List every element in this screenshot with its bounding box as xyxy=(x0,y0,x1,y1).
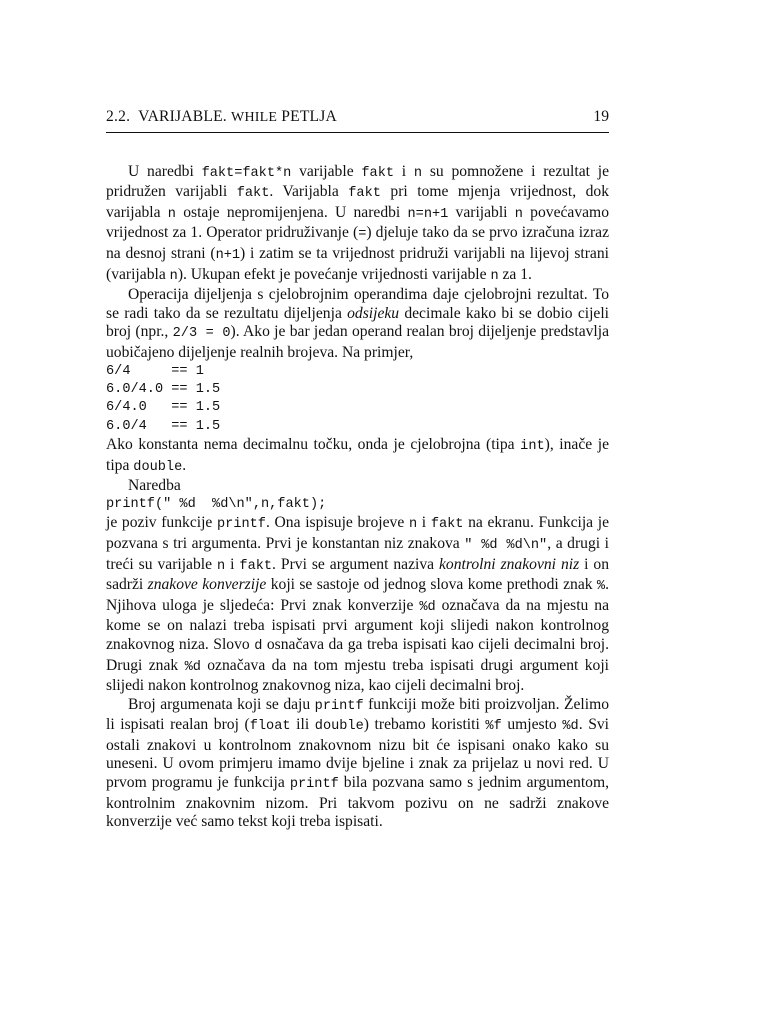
inline-code: = xyxy=(358,227,367,243)
paragraph-4 xyxy=(106,477,609,496)
text-run: , a drugi i treći su varijable xyxy=(106,534,610,573)
text-run: ) i zatim se ta vrijednost pridruži varijabli na lijevoj strani (varijabla xyxy=(106,244,609,283)
inline-code: n=n+1 xyxy=(407,206,449,222)
inline-code: %d xyxy=(419,599,436,615)
text-run: umjesto xyxy=(501,716,563,734)
text-run: pri tome mjenja vrijednost, dok varijabla xyxy=(106,183,609,221)
inline-code: double xyxy=(133,459,183,475)
inline-code: fakt xyxy=(430,517,464,533)
running-header xyxy=(106,108,609,133)
paragraph-2 xyxy=(106,286,609,362)
text-run: . Svi ostali znakovi u kontrolnom znakovnom nizu bit će ispisani onako kako su uneseni. U ovom primjeru imamo dvije bjeline i znak za prijelaz u novi red. U prvom programu je funkcija xyxy=(106,716,610,792)
text-run: ) djeluje tako da se prvo izračuna izraz na desnoj strani ( xyxy=(106,224,609,262)
text-run: . Prvi se argument naziva xyxy=(272,555,440,573)
text-run: označava da na mjestu na kome se on nalazi treba ispisati prvi argument koji slijedi nakon kontrolnog znakovnog niza. Slovo xyxy=(106,596,609,653)
inline-code: int xyxy=(520,439,545,455)
text-run: . Njihova uloga je sljedeća: Prvi znak konverzije xyxy=(106,576,609,614)
text-run: ostaje nepromijenjena. U naredbi xyxy=(175,203,408,221)
section-title-b: WHILE xyxy=(231,110,278,125)
text-run: . Varijabla xyxy=(269,183,349,201)
text-run: za 1. xyxy=(498,265,532,283)
inline-code: d xyxy=(254,638,263,654)
text-run: i xyxy=(225,555,240,573)
page-number: 19 xyxy=(593,108,609,125)
inline-code: fakt xyxy=(236,186,270,202)
inline-code: n xyxy=(490,268,499,284)
inline-code: fakt=fakt*n xyxy=(201,165,292,181)
inline-code: double xyxy=(314,719,364,735)
inline-code: 2/3 = 0 xyxy=(172,326,231,342)
inline-code: n xyxy=(408,517,418,533)
code-block-printf: printf(" %d %d\n",n,fakt); xyxy=(106,496,327,512)
text-run: . xyxy=(182,456,187,474)
page-body xyxy=(106,163,609,832)
inline-code: %d xyxy=(562,719,579,735)
text-run: na ekranu. Funkcija je pozvana s tri argumenta. Prvi je konstantan niz znakova xyxy=(106,514,610,552)
text-run: varijable xyxy=(291,162,362,180)
section-number: 2.2. xyxy=(106,108,131,125)
italic-term: odsijeku xyxy=(347,304,400,322)
text-run: i xyxy=(417,514,431,532)
text-run: Ako konstanta nema decimalnu točku, onda je cjelobrojna (tipa xyxy=(106,436,521,454)
text-run: Naredba xyxy=(128,477,181,495)
inline-code: float xyxy=(249,719,291,735)
text-run: ). Ukupan efekt je povećanje vrijednosti varijable xyxy=(177,265,491,283)
inline-code: %f xyxy=(485,719,502,735)
text-run: Operacija dijeljenja s cjelobrojnim operandima daje cjelobrojni rezultat. To se radi tako da se rezultatu dijeljenja xyxy=(106,286,609,322)
text-run: i on sadrži xyxy=(106,555,609,594)
paragraph-6 xyxy=(106,696,609,832)
inline-code: printf xyxy=(289,777,339,793)
inline-code: n xyxy=(169,268,178,284)
section-title-c: PETLJA xyxy=(281,108,338,125)
inline-code: % xyxy=(596,579,606,595)
paragraph-3 xyxy=(106,436,609,477)
inline-code: n+1 xyxy=(215,247,241,263)
text-run: ili xyxy=(290,716,315,734)
section-heading xyxy=(106,108,337,128)
text-run: i xyxy=(394,162,414,180)
inline-code: n xyxy=(514,206,523,222)
paragraph-5 xyxy=(106,514,609,695)
document-page xyxy=(106,108,609,832)
text-run: povećavamo vrijednost za 1. Operator pridruživanje ( xyxy=(106,203,609,242)
inline-code: printf xyxy=(314,698,364,714)
text-run: ) trebamo koristiti xyxy=(363,716,486,734)
inline-code: " %d %d\n" xyxy=(464,537,548,553)
text-run: . Ona ispisuje brojeve xyxy=(265,514,409,532)
text-run: označava da na tom mjestu treba ispisati drugi argument koji slijedi nakon kontrolnog znakovnog niza, kao cijeli decimalni broj. xyxy=(106,656,609,695)
inline-code: printf xyxy=(217,517,266,533)
inline-code: fakt xyxy=(361,165,395,181)
text-run: U naredbi xyxy=(128,162,202,180)
inline-code: fakt xyxy=(348,186,381,202)
code-block-division: 6/4 == 1 6.0/4.0 == 1.5 6/4.0 == 1.5 6.0/4 == 1.5 xyxy=(106,363,221,434)
inline-code: n xyxy=(413,165,423,181)
inline-code: n xyxy=(216,558,226,574)
text-run: su pomnožene i rezultat je pridružen varijabli xyxy=(106,162,609,201)
text-run: funkciji može biti proizvoljan. Želimo li ispisati realan broj ( xyxy=(106,695,610,734)
inline-code: n xyxy=(167,206,176,222)
inline-code: %d xyxy=(184,659,201,675)
text-run: Broj argumenata koji se daju xyxy=(128,695,315,713)
section-title-a: VARIJABLE. xyxy=(138,108,227,125)
text-run: ). Ako je bar jedan operand realan broj dijeljenje predstavlja uobičajeno dijeljenje realnih brojeva. Na primjer, xyxy=(106,323,609,361)
text-run: je poziv funkcije xyxy=(106,514,218,532)
text-run: koji se sastoje od jednog slova kome prethodi znak xyxy=(266,576,597,594)
italic-term: znakove konverzije xyxy=(147,576,267,594)
text-run: bila pozvana samo s jednim argumentom, kontrolnim znakovnim nizom. Pri takvom pozivu on ne sadrži znakove konverzije već samo tekst koji treba ispisati. xyxy=(106,774,610,831)
italic-term: kontrolni znakovni niz xyxy=(439,555,580,573)
text-run: decimale kako bi se dobio cijeli broj (npr., xyxy=(106,304,609,341)
text-run: osnačava da ga treba ispisati kao cijeli decimalni broj. Drugi znak xyxy=(106,635,609,674)
text-run: varijabli xyxy=(448,203,515,221)
text-run: ), inače je tipa xyxy=(106,436,609,474)
inline-code: fakt xyxy=(239,558,273,574)
paragraph-1 xyxy=(106,163,609,287)
